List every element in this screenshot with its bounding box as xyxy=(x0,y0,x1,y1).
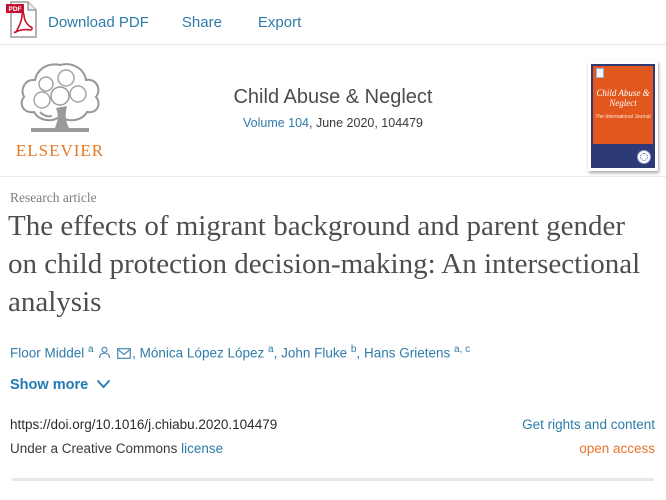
pdf-file-icon xyxy=(6,1,38,39)
header-divider xyxy=(0,176,666,177)
issue-info: , June 2020, 104479 xyxy=(309,116,424,130)
license-link[interactable]: license xyxy=(181,441,224,456)
export-button[interactable]: Export xyxy=(257,13,302,31)
svg-text:PDF: PDF xyxy=(8,6,22,13)
author-link[interactable]: John Fluke xyxy=(281,345,348,361)
article-title: The effects of migrant background and parent gender on child protection decision-making: An intersectional analysis xyxy=(8,210,641,318)
author-list xyxy=(10,344,470,362)
author-separator: , xyxy=(356,345,364,361)
creative-commons-line xyxy=(10,441,223,456)
journal-cover-panel xyxy=(593,66,653,144)
journal-title-link[interactable]: Child Abuse & Neglect xyxy=(233,86,433,108)
doi-link[interactable]: https://doi.org/10.1016/j.chiabu.2020.104479 xyxy=(10,417,278,432)
author-affiliation-sup: a xyxy=(88,344,94,355)
chevron-down-icon xyxy=(96,377,111,393)
author-affiliation-sup: a, c xyxy=(454,344,471,355)
article-type-label: Research article xyxy=(10,190,97,205)
cover-journal-subtitle: The International Journal xyxy=(595,114,651,120)
journal-cover-frame xyxy=(591,64,655,168)
toolbar xyxy=(0,0,666,44)
author-link[interactable]: Mónica López López xyxy=(139,345,265,361)
elsevier-logo[interactable] xyxy=(12,60,108,161)
cc-text: Under a Creative Commons xyxy=(10,441,182,456)
bottom-divider xyxy=(12,478,654,481)
show-more-button[interactable] xyxy=(10,377,111,393)
journal-cover-thumbnail[interactable] xyxy=(588,61,658,171)
author-separator: , xyxy=(273,345,282,361)
author-link[interactable]: Hans Grietens xyxy=(363,345,451,361)
journal-header xyxy=(133,86,533,130)
cover-journal-title: Child Abuse & Neglect xyxy=(596,88,650,108)
share-button[interactable]: Share xyxy=(181,13,222,31)
author-separator: , xyxy=(132,345,140,361)
get-rights-link[interactable]: Get rights and content xyxy=(522,417,655,432)
journal-volume-line xyxy=(133,116,533,130)
author-affiliation-sup: a xyxy=(268,344,274,355)
show-more-label: Show more xyxy=(10,377,89,393)
person-outline-icon[interactable] xyxy=(98,346,111,362)
volume-link[interactable]: Volume 104 xyxy=(242,116,310,130)
cover-seal-icon xyxy=(637,150,651,164)
open-access-badge: open access xyxy=(579,441,655,456)
cover-publisher-emblem-icon xyxy=(596,68,604,78)
elsevier-tree-icon xyxy=(16,121,104,138)
author-affiliation-sup: b xyxy=(350,344,357,355)
toolbar-divider xyxy=(0,44,666,45)
envelope-icon[interactable] xyxy=(117,347,131,362)
elsevier-wordmark: ELSEVIER xyxy=(15,141,105,160)
author-link[interactable]: Floor Middel xyxy=(10,345,85,361)
download-pdf-button[interactable]: Download PDF xyxy=(48,13,149,31)
